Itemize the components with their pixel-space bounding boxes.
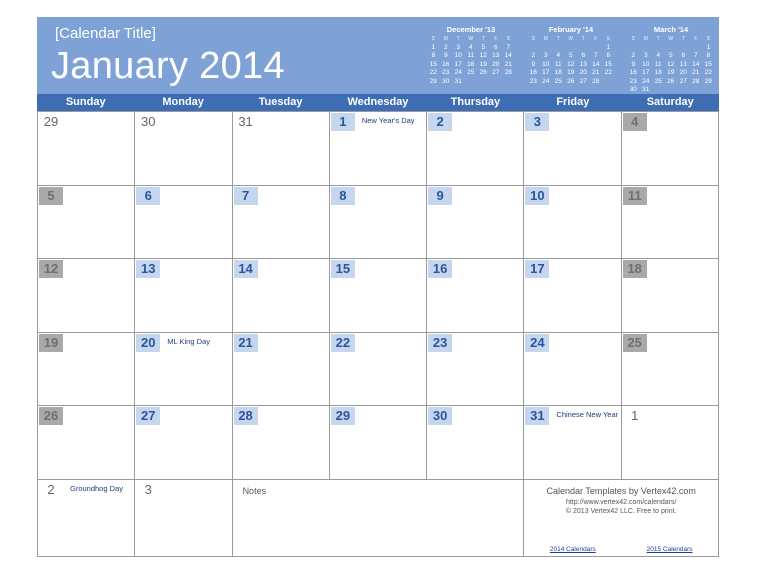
mini-calendar-week: [427, 69, 515, 78]
mini-day: 16: [629, 69, 637, 76]
mini-day: 25: [467, 69, 475, 76]
mini-day: 22: [604, 69, 612, 76]
day-cell[interactable]: [524, 259, 621, 333]
mini-dow-label: S: [631, 36, 635, 42]
mini-calendar-title: December '13: [446, 25, 496, 34]
footer-url[interactable]: http://www.vertex42.com/calendars/: [565, 498, 677, 506]
mini-day: [465, 78, 478, 87]
mini-day: [665, 86, 678, 95]
mini-day: [552, 44, 565, 53]
mini-day: 18: [467, 60, 475, 68]
mini-day: 5: [668, 52, 673, 59]
mini-day: 21: [504, 60, 512, 68]
mini-dow-label: T: [556, 36, 560, 42]
mini-day: [627, 44, 640, 53]
mini-calendar-week: [527, 61, 615, 70]
mini-day: 18: [654, 69, 662, 76]
day-cell[interactable]: [38, 112, 135, 186]
mini-day: 8: [431, 52, 436, 59]
mini-day: 21: [692, 69, 700, 76]
mini-calendar-week: [427, 52, 515, 61]
day-number: 6: [136, 187, 160, 205]
mini-calendar: [627, 25, 715, 95]
mini-day: 3: [543, 52, 548, 59]
day-number: 29: [43, 114, 59, 129]
mini-day: [690, 86, 703, 95]
mini-day: 23: [629, 77, 637, 85]
mini-day: 24: [542, 77, 550, 85]
mini-calendar-title: March '14: [653, 25, 689, 34]
day-cell[interactable]: [38, 406, 135, 480]
mini-day: 3: [456, 43, 461, 51]
mini-day: 11: [554, 60, 562, 68]
day-number: 25: [623, 334, 647, 352]
day-cell[interactable]: [135, 406, 232, 480]
mini-dow-label: T: [681, 36, 685, 42]
mini-day: 25: [554, 77, 562, 85]
mini-day: [602, 78, 615, 87]
day-cell[interactable]: [427, 333, 524, 407]
link-2014-calendars[interactable]: 2014 Calendars: [549, 545, 596, 553]
day-number: 13: [136, 260, 160, 278]
mini-day: 7: [593, 52, 598, 59]
mini-day: 27: [679, 77, 687, 85]
mini-day: 12: [667, 60, 675, 68]
mini-day: [690, 44, 703, 53]
mini-day: 17: [454, 60, 462, 68]
mini-day: 22: [429, 69, 437, 76]
mini-day: 14: [592, 60, 600, 68]
mini-day: 8: [606, 52, 611, 59]
mini-dow-label: S: [506, 36, 510, 42]
dow-header-friday: Friday: [556, 96, 590, 108]
mini-day: 5: [481, 43, 486, 51]
day-cell[interactable]: [135, 333, 232, 407]
day-number: 3: [525, 113, 549, 131]
mini-day: 2: [631, 52, 636, 59]
day-number: 31: [238, 114, 253, 129]
mini-calendar-week: [427, 44, 515, 53]
mini-day: 28: [692, 77, 700, 85]
mini-day: 6: [493, 43, 498, 51]
day-number: 30: [141, 114, 156, 129]
mini-day: 26: [479, 69, 487, 76]
day-cell[interactable]: [330, 112, 427, 186]
mini-day: 20: [492, 60, 500, 68]
mini-calendar-title: February '14: [548, 25, 594, 34]
dow-header-saturday: Saturday: [646, 96, 694, 108]
mini-day: 22: [704, 69, 712, 76]
notes-label: Notes: [242, 485, 267, 496]
mini-day: 6: [581, 52, 586, 59]
day-number: 11: [623, 187, 647, 205]
day-number: 20: [136, 334, 160, 352]
mini-day: 13: [679, 60, 687, 68]
mini-day: 4: [468, 43, 473, 51]
mini-day: 2: [443, 43, 448, 51]
day-number: 3: [144, 481, 152, 497]
week-row: [38, 112, 719, 186]
day-cell[interactable]: [38, 480, 135, 557]
week-row: [38, 186, 719, 260]
mini-day: 9: [531, 60, 536, 68]
footer-brand: Calendar Templates by Vertex42.com: [546, 485, 696, 496]
mini-calendar-week: [427, 78, 515, 87]
mini-day: 1: [606, 43, 611, 51]
footer-copyright: © 2013 Vertex42 LLC. Free to print.: [565, 507, 677, 515]
day-cell[interactable]: [38, 186, 135, 260]
day-cell[interactable]: [135, 112, 232, 186]
mini-day: [565, 44, 578, 53]
mini-day: 3: [643, 52, 648, 59]
day-event: Chinese New Year: [556, 410, 619, 419]
day-cell[interactable]: [233, 186, 330, 260]
day-cell[interactable]: [233, 112, 330, 186]
day-number: 22: [331, 334, 355, 352]
day-cell[interactable]: [427, 112, 524, 186]
mini-day: 20: [679, 69, 687, 76]
mini-day: 9: [443, 52, 448, 59]
day-number: 27: [136, 407, 160, 425]
day-number: 2: [428, 113, 452, 131]
day-cell[interactable]: [38, 333, 135, 407]
mini-day: [590, 44, 603, 53]
mini-day: 19: [567, 69, 575, 76]
mini-day: [527, 44, 540, 53]
mini-day: 6: [681, 52, 686, 59]
day-cell[interactable]: [622, 333, 719, 407]
day-cell[interactable]: [330, 259, 427, 333]
link-2015-calendars[interactable]: 2015 Calendars: [646, 545, 693, 553]
mini-dow-label: M: [643, 36, 648, 42]
mini-day: 13: [492, 52, 500, 59]
mini-day: 27: [579, 77, 587, 85]
dow-header-thursday: Thursday: [450, 96, 501, 108]
last-row: [38, 480, 719, 557]
dow-header-tuesday: Tuesday: [258, 96, 303, 108]
mini-day: 10: [642, 60, 650, 68]
mini-day: 10: [454, 52, 462, 59]
day-cell[interactable]: [233, 406, 330, 480]
mini-day: [490, 78, 503, 87]
mini-dow-label: W: [668, 36, 674, 42]
day-number: 23: [428, 334, 452, 352]
day-number: 16: [428, 260, 452, 278]
mini-day: 24: [642, 77, 650, 85]
mini-dow-label: F: [494, 36, 498, 42]
day-cell[interactable]: [427, 186, 524, 260]
mini-day: [502, 78, 515, 87]
day-cell[interactable]: [330, 333, 427, 407]
mini-day: 14: [504, 52, 512, 59]
day-cell[interactable]: [524, 112, 621, 186]
mini-day: 16: [442, 60, 450, 68]
day-number: 8: [331, 187, 355, 205]
day-number: 4: [623, 113, 647, 131]
day-cell[interactable]: [330, 406, 427, 480]
mini-day: 29: [429, 77, 437, 85]
mini-dow-label: M: [443, 36, 448, 42]
day-cell[interactable]: [622, 186, 719, 260]
mini-day: 7: [693, 52, 698, 59]
mini-calendar-dow-row: [627, 35, 715, 44]
day-number: 7: [234, 187, 258, 205]
days-of-week-bar: [37, 94, 719, 111]
day-number: 21: [234, 334, 258, 352]
day-event: ML King Day: [167, 336, 210, 346]
week-row: [38, 406, 719, 480]
mini-day: 4: [656, 52, 661, 59]
day-cell[interactable]: [524, 406, 621, 480]
month-grid: [37, 111, 719, 557]
dow-header-monday: Monday: [162, 96, 204, 108]
mini-dow-label: W: [468, 36, 474, 42]
mini-day: [652, 44, 665, 53]
dow-header-wednesday: Wednesday: [347, 96, 409, 108]
day-number: 2: [47, 481, 55, 497]
mini-day: 29: [704, 77, 712, 85]
day-cell[interactable]: [135, 480, 232, 557]
mini-dow-label: S: [706, 36, 710, 42]
day-cell[interactable]: [135, 186, 232, 260]
mini-day: 9: [631, 60, 636, 68]
mini-day: 1: [706, 43, 711, 51]
mini-calendar-week: [527, 78, 615, 87]
mini-day: 26: [567, 77, 575, 85]
mini-day: [577, 44, 590, 53]
day-number: 10: [525, 187, 549, 205]
day-cell[interactable]: [622, 406, 719, 480]
day-number: 17: [525, 260, 549, 278]
mini-calendar-dow-row: [427, 35, 515, 44]
day-cell[interactable]: [524, 186, 621, 260]
mini-day: 25: [654, 77, 662, 85]
footer-links: [524, 546, 718, 553]
mini-dow-label: T: [481, 36, 485, 42]
mini-day: 26: [667, 77, 675, 85]
day-event: New Year's Day: [361, 116, 415, 125]
day-cell[interactable]: [38, 259, 135, 333]
mini-dow-label: S: [431, 36, 435, 42]
day-cell[interactable]: [233, 259, 330, 333]
mini-calendar: [427, 25, 515, 86]
mini-dow-label: W: [568, 36, 574, 42]
day-cell[interactable]: [622, 112, 719, 186]
mini-day: 23: [529, 77, 537, 85]
mini-calendar-week: [527, 69, 615, 78]
day-cell[interactable]: [330, 186, 427, 260]
mini-day: 19: [667, 69, 675, 76]
mini-day: [652, 86, 665, 95]
day-number: 19: [39, 334, 63, 352]
mini-day: 31: [642, 86, 650, 93]
mini-calendar-week: [627, 69, 715, 78]
footer-cell: [524, 480, 719, 557]
month-title: January 2014: [51, 45, 285, 87]
mini-dow-label: S: [531, 36, 535, 42]
mini-day: 23: [442, 69, 450, 76]
mini-dow-label: T: [581, 36, 585, 42]
mini-calendar-week: [627, 52, 715, 61]
mini-day: [677, 86, 690, 95]
day-number: 1: [331, 113, 355, 131]
day-cell[interactable]: [622, 259, 719, 333]
mini-day: 15: [604, 60, 612, 68]
mini-day: 24: [454, 69, 462, 76]
day-number: 9: [428, 187, 452, 205]
mini-day: 11: [654, 60, 662, 68]
mini-day: 31: [454, 77, 462, 85]
day-cell[interactable]: [427, 259, 524, 333]
mini-day: 14: [692, 60, 700, 68]
mini-day: 16: [529, 69, 537, 76]
calendar-page: [37, 17, 719, 557]
mini-day: 28: [504, 69, 512, 76]
week-row: [38, 259, 719, 333]
mini-day: 8: [706, 52, 711, 59]
day-number: 14: [234, 260, 258, 278]
notes-cell[interactable]: [233, 480, 525, 557]
mini-day: 5: [568, 52, 573, 59]
mini-day: [665, 44, 678, 53]
mini-day: 28: [592, 77, 600, 85]
mini-day: 13: [579, 60, 587, 68]
mini-day: 30: [629, 86, 637, 93]
day-number: 28: [234, 407, 258, 425]
day-number: 12: [39, 260, 63, 278]
mini-day: 15: [704, 60, 712, 68]
mini-dow-label: M: [543, 36, 548, 42]
mini-day: [540, 44, 553, 53]
mini-day: 2: [531, 52, 536, 59]
mini-day: 19: [479, 60, 487, 68]
mini-day: 15: [429, 60, 437, 68]
mini-calendar: [527, 25, 615, 86]
mini-day: 27: [492, 69, 500, 76]
day-number: 31: [525, 407, 549, 425]
day-number: 26: [39, 407, 63, 425]
mini-day: 7: [506, 43, 511, 51]
mini-day: 17: [642, 69, 650, 76]
dow-header-sunday: Sunday: [65, 96, 106, 108]
calendar-title[interactable]: [Calendar Title]: [55, 25, 156, 42]
mini-day: 1: [431, 43, 436, 51]
mini-dow-label: T: [456, 36, 460, 42]
mini-day: 18: [554, 69, 562, 76]
mini-dow-label: F: [594, 36, 598, 42]
mini-day: 12: [567, 60, 575, 68]
day-event: Groundhog Day: [70, 483, 123, 493]
day-cell[interactable]: [135, 259, 232, 333]
mini-day: 11: [467, 52, 475, 59]
day-cell[interactable]: [524, 333, 621, 407]
mini-calendar-week: [527, 44, 615, 53]
mini-day: 4: [556, 52, 561, 59]
week-row: [38, 333, 719, 407]
mini-day: [702, 86, 715, 95]
day-cell[interactable]: [233, 333, 330, 407]
mini-calendar-week: [427, 61, 515, 70]
mini-calendar-week: [627, 86, 715, 95]
mini-calendar-week: [627, 61, 715, 70]
day-number: 29: [331, 407, 355, 425]
mini-day: 21: [592, 69, 600, 76]
mini-day: 12: [479, 52, 487, 59]
mini-day: [640, 44, 653, 53]
day-number: 24: [525, 334, 549, 352]
mini-day: [477, 78, 490, 87]
mini-calendar-week: [527, 52, 615, 61]
mini-day: 17: [542, 69, 550, 76]
day-number: 30: [428, 407, 452, 425]
mini-day: 10: [542, 60, 550, 68]
mini-calendar-week: [627, 78, 715, 87]
day-number: 1: [631, 408, 639, 423]
mini-calendar-dow-row: [527, 35, 615, 44]
mini-day: [677, 44, 690, 53]
mini-dow-label: F: [694, 36, 698, 42]
mini-dow-label: S: [606, 36, 610, 42]
calendar-header: [37, 17, 719, 94]
day-number: 15: [331, 260, 355, 278]
mini-day: 20: [579, 69, 587, 76]
day-cell[interactable]: [427, 406, 524, 480]
mini-dow-label: T: [656, 36, 660, 42]
day-number: 5: [39, 187, 63, 205]
mini-calendar-week: [627, 44, 715, 53]
footer-credits: [524, 486, 718, 515]
mini-day: 30: [442, 77, 450, 85]
day-number: 18: [623, 260, 647, 278]
